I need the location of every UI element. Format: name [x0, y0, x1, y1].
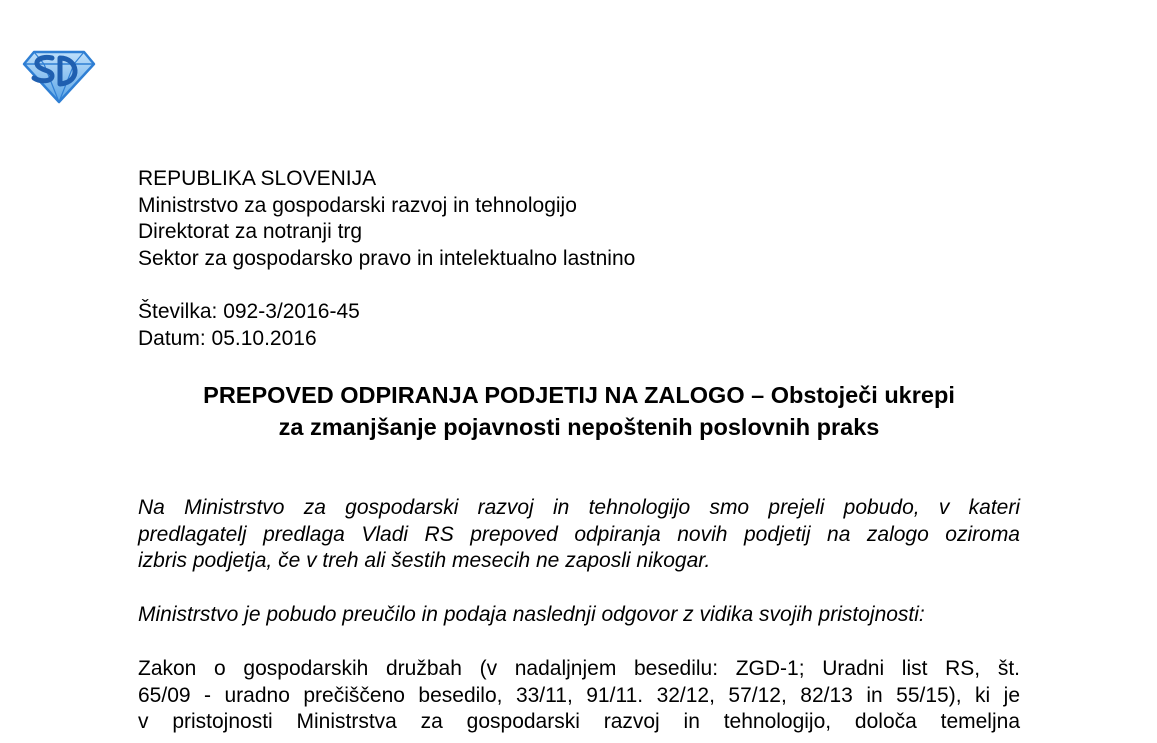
- paragraph-line: Zakon o gospodarskih družbah (v nadaljnjem besedilu: ZGD-1; Uradni list RS, št.: [138, 657, 1020, 680]
- paragraph-line: Na Ministrstvo za gospodarski razvoj in tehnologijo smo prejeli pobudo, v kateri: [138, 496, 1020, 519]
- paragraph-line: izbris podjetja, če v treh ali šestih mesecih ne zaposli nikogar.: [138, 549, 711, 572]
- header-line-directorate: Direktorat za notranji trg: [138, 220, 363, 243]
- paragraph-line: Ministrstvo je pobudo preučilo in podaja naslednji odgovor z vidika svojih pristojnosti:: [138, 603, 925, 626]
- header-line-sector: Sektor za gospodarsko pravo in intelektualno lastnino: [138, 246, 636, 270]
- header-line-republic: REPUBLIKA SLOVENIJA: [138, 167, 377, 190]
- reference-number: Številka: 092-3/2016-45: [138, 300, 360, 323]
- title-line-2: za zmanjšanje pojavnosti nepoštenih poslovnih praks: [278, 414, 880, 440]
- paragraph-line: 65/09 - uradno prečiščeno besedilo, 33/11, 91/11. 32/12, 57/12, 82/13 in 55/15), ki je: [138, 683, 1020, 707]
- reference-block: [138, 299, 360, 352]
- title-line-1: PREPOVED ODPIRANJA PODJETIJ NA ZALOGO – Obstoječi ukrepi: [203, 382, 955, 408]
- header-line-ministry: Ministrstvo za gospodarski razvoj in tehnologijo: [138, 193, 577, 217]
- sender-header: [138, 166, 635, 272]
- law-paragraph: [138, 656, 1020, 736]
- reference-date: Datum: 05.10.2016: [138, 326, 317, 350]
- response-paragraph: [138, 602, 1020, 629]
- sd-logo-icon: [22, 48, 96, 104]
- paragraph-line: predlagatelj predlaga Vladi RS prepoved odpiranja novih podjetij na zalogo oziroma: [138, 522, 1020, 546]
- document-title: [138, 379, 1020, 443]
- paragraph-line: v pristojnosti Ministrstva za gospodarski razvoj in tehnologijo, določa temeljna: [138, 710, 1020, 733]
- intro-paragraph: [138, 495, 1020, 575]
